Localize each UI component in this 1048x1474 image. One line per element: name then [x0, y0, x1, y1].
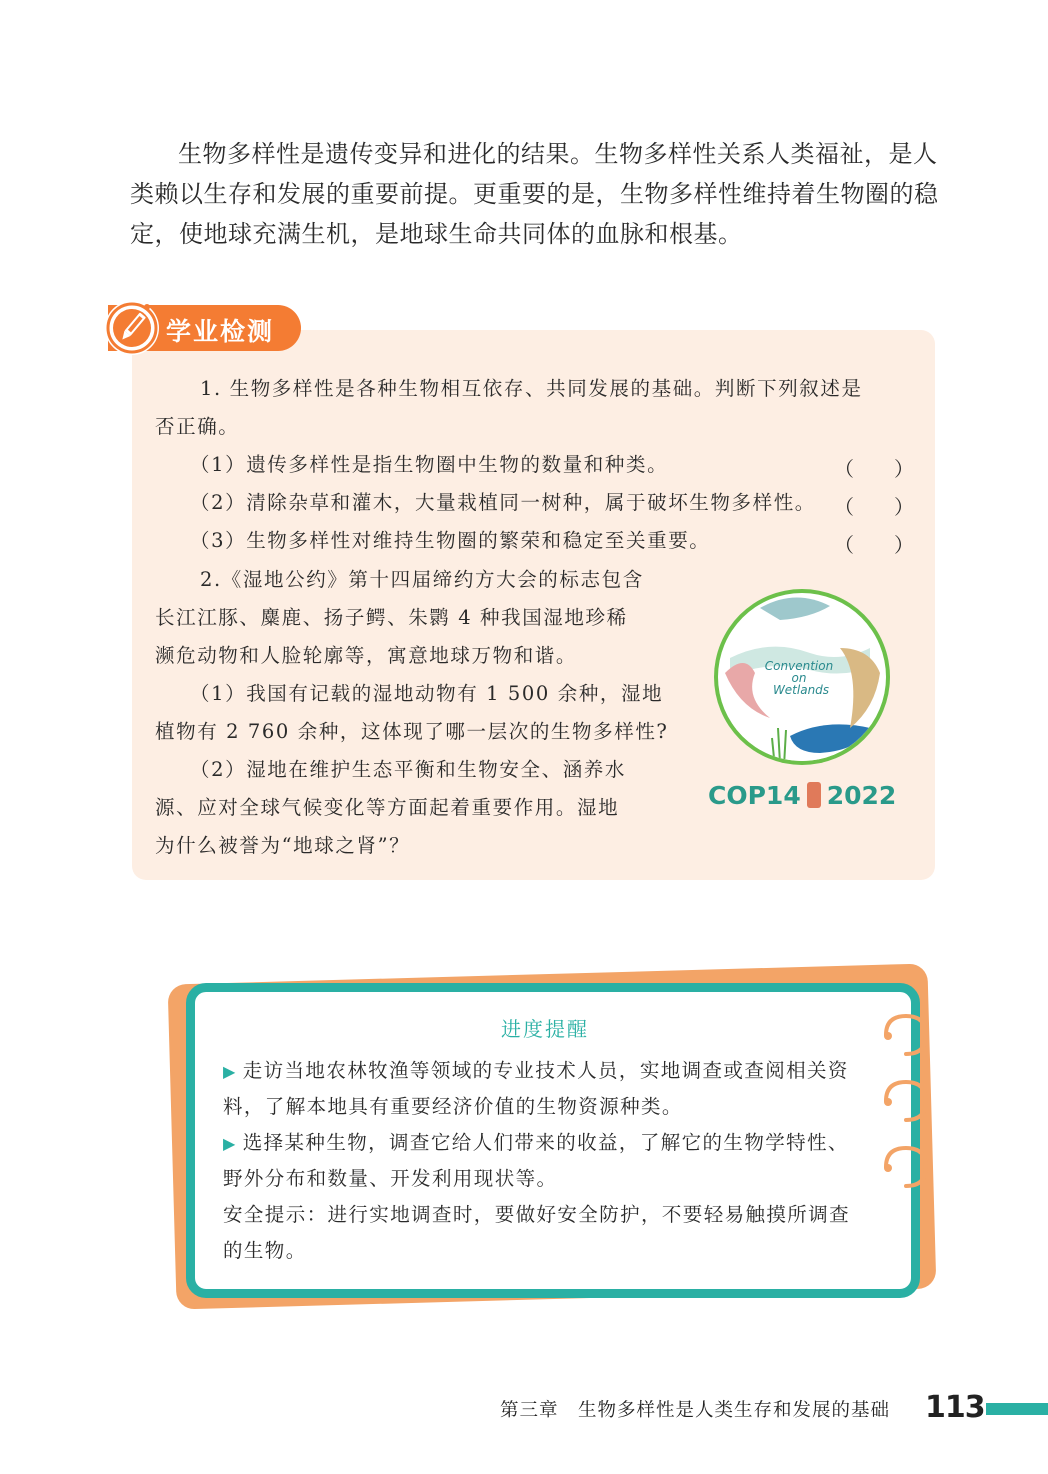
q1-prompt-line1: 1. 生物多样性是各种生物相互依存、共同发展的基础。判断下列叙述是 — [200, 377, 863, 400]
progress-title: 进度提醒 — [501, 1017, 589, 1041]
pencil-circle-icon — [103, 299, 161, 357]
page-number: 113 — [925, 1390, 985, 1425]
binder-ring-icon — [880, 1144, 932, 1190]
quiz-title: 学业检测 — [166, 317, 275, 346]
q2-line-5: 植物有 2 760 余种，这体现了哪一层次的生物多样性? — [155, 720, 669, 743]
progress-bullet-1-line-2: 料，了解本地具有重要经济价值的生物资源种类。 — [223, 1095, 683, 1118]
binder-ring-icon — [880, 1078, 932, 1124]
logo-text-wetlands: Wetlands — [772, 683, 830, 697]
logo-text-on: on — [791, 671, 807, 685]
footer-accent-bar — [986, 1403, 1048, 1415]
seal-icon — [807, 782, 821, 808]
q1-item-2: （2）清除杂草和灌木，大量栽植同一树种，属于破坏生物多样性。 — [190, 491, 816, 514]
q1-item-3-answer-blank: （ ） — [834, 533, 914, 557]
q2-line-4: （1）我国有记载的湿地动物有 1 500 余种，湿地 — [190, 682, 664, 705]
progress-bullet-2-text: 选择某种生物，调查它给人们带来的收益，了解它的生物学特性、 — [242, 1131, 849, 1154]
safety-tip-line-2: 的生物。 — [223, 1239, 307, 1262]
q2-line-7: 源、应对全球气候变化等方面起着重要作用。湿地 — [155, 796, 620, 819]
q2-line-6: （2）湿地在维护生态平衡和生物安全、涵养水 — [190, 758, 627, 781]
progress-bullet-1-text: 走访当地农林牧渔等领域的专业技术人员，实地调查或查阅相关资 — [242, 1059, 849, 1082]
q1-prompt-line2: 否正确。 — [155, 415, 240, 438]
logo-caption — [708, 781, 898, 810]
logo-caption-year: 2022 — [826, 781, 897, 810]
q1-item-1: （1）遗传多样性是指生物圈中生物的数量和种类。 — [190, 453, 669, 476]
logo-caption-cop14: COP14 — [708, 781, 801, 810]
q2-line-2: 长江江豚、麋鹿、扬子鳄、朱鹮 4 种我国湿地珍稀 — [155, 606, 628, 629]
binder-ring-icon — [880, 1012, 932, 1058]
triangle-bullet-icon: ▶ — [223, 1062, 237, 1081]
q2-line-1: 2.《湿地公约》第十四届缔约方大会的标志包含 — [200, 568, 644, 591]
footer-chapter-title: 第三章 生物多样性是人类生存和发展的基础 — [500, 1400, 891, 1421]
q1-item-3: （3）生物多样性对维持生物圈的繁荣和稳定至关重要。 — [190, 529, 711, 552]
progress-bullet-2-line-1 — [223, 1125, 849, 1162]
safety-tip-line-1: 安全提示：进行实地调查时，要做好安全防护，不要轻易触摸所调查 — [223, 1203, 851, 1226]
q1-item-1-answer-blank: （ ） — [834, 457, 914, 481]
logo-text-convention: Convention — [764, 659, 834, 673]
q2-line-3: 濒危动物和人脸轮廓等，寓意地球万物和谐。 — [155, 644, 578, 667]
q2-line-8: 为什么被誉为“地球之肾”？ — [155, 834, 411, 857]
progress-bullet-1-line-1 — [223, 1053, 849, 1090]
triangle-bullet-icon: ▶ — [223, 1134, 237, 1153]
intro-paragraph: 生物多样性是遗传变异和进化的结果。生物多样性关系人类福祉，是人类赖以生存和发展的重要前提。更重要的是，生物多样性维持着生物圈的稳定，使地球充满生机，是地球生命共同体的血脉和根基。 — [130, 140, 939, 248]
q1-item-2-answer-blank: （ ） — [834, 495, 914, 519]
progress-bullet-2-line-2: 野外分布和数量、开发利用现状等。 — [223, 1167, 558, 1190]
